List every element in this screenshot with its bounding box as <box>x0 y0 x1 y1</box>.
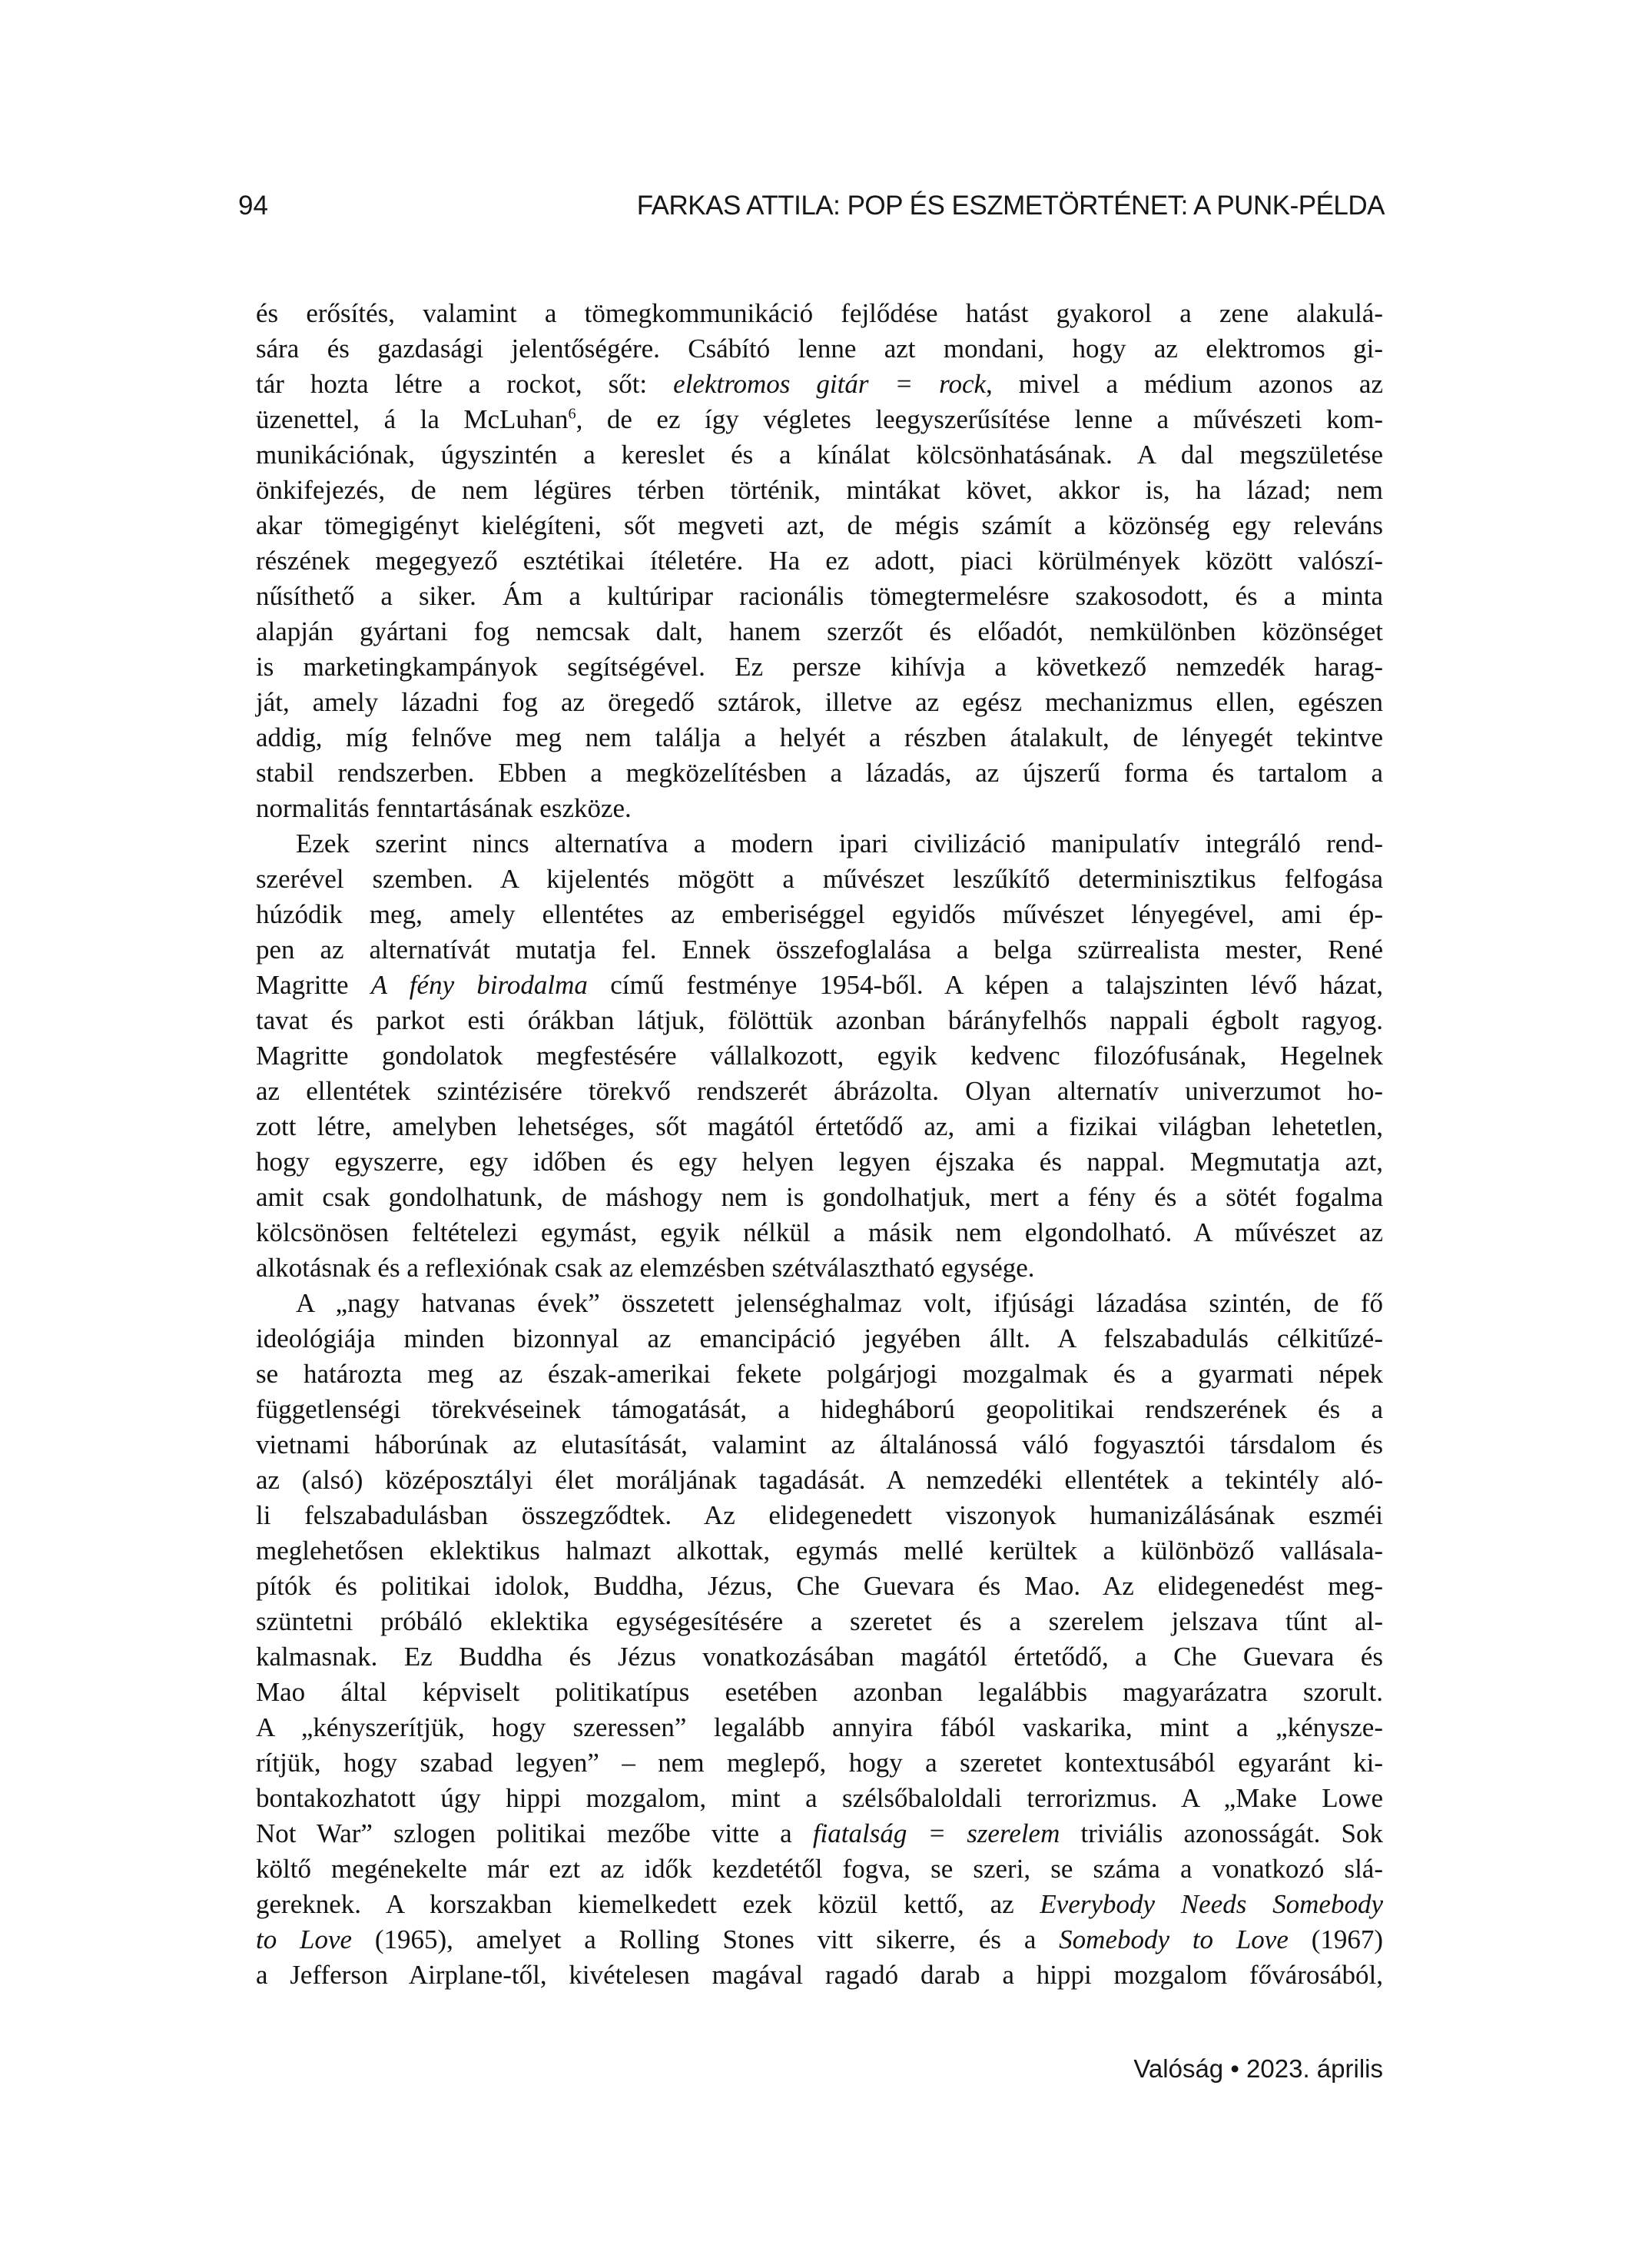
text-line: szerével szemben. A kijelentés mögött a művészet leszűkítő determinisztikus felfogása <box>256 864 1383 894</box>
text-line: Magritte gondolatok megfestésére vállalkozott, egyik kedvenc filozófusának, Hegelnek <box>256 1041 1383 1071</box>
text-line: pen az alternatívát mutatja fel. Ennek összefoglalása a belga szürrealista mester, René <box>256 935 1383 965</box>
italic-text: elektromos gitár = rock <box>673 369 987 399</box>
text-line: és erősítés, valamint a tömegkommunikáció fejlődése hatást gyakorol a zene alakulá- <box>256 298 1383 328</box>
text-line: gereknek. A korszakban kiemelkedett ezek közül kettő, az Everybody Needs Somebody <box>256 1889 1383 1919</box>
text-line: ját, amely lázadni fog az öregedő sztárok, illetve az egész mechanizmus ellen, egészen <box>256 687 1383 717</box>
text-line: addig, míg felnőve meg nem találja a helyét a részben átalakult, de lényegét tekintve <box>256 722 1383 752</box>
text-line: A „nagy hatvanas évek” összetett jelenséghalmaz volt, ifjúsági lázadása szintén, de fő <box>296 1288 1383 1318</box>
text-line: to Love (1965), amelyet a Rolling Stones vitt sikerre, és a Somebody to Love (1967) <box>256 1924 1384 1954</box>
text-line: munikációnak, úgyszintén a kereslet és a kínálat kölcsönhatásának. A dal megszületése <box>256 440 1383 470</box>
text-line: Mao által képviselt politikatípus esetében azonban legalábbis magyarázatra szorult. <box>256 1677 1383 1707</box>
text-line: nűsíthető a siker. Ám a kultúripar racionális tömegtermelésre szakosodott, és a minta <box>256 581 1383 611</box>
italic-text: fiatalság = szerelem <box>812 1818 1060 1848</box>
footer-text: Valóság • 2023. április <box>1133 2054 1383 2083</box>
page-footer <box>1133 2054 1383 2084</box>
page-header <box>238 191 1385 224</box>
text-line: stabil rendszerben. Ebben a megközelítésben a lázadás, az újszerű forma és tartalom a <box>256 758 1383 788</box>
text-line: az (alsó) középosztályi élet moráljának tagadását. A nemzedéki ellentétek a tekintély aló- <box>256 1465 1383 1495</box>
text-line: meglehetősen eklektikus halmazt alkottak, egymás mellé kerültek a különböző vallásala- <box>256 1536 1383 1566</box>
running-title: FARKAS ATTILA: POP ÉS ESZMETÖRTÉNET: A PUNK-PÉLDA <box>636 191 1385 221</box>
italic-text: Somebody to Love <box>1059 1924 1289 1954</box>
text-line: is marketingkampányok segítségével. Ez persze kihívja a következő nemzedék harag- <box>256 652 1383 682</box>
text-line: tavat és parkot esti órákban látjuk, fölöttük azonban bárányfelhős nappali égbolt ragyog. <box>256 1005 1383 1035</box>
text-line: alkotásnak és a reflexiónak csak az elemzésben szétválasztható egysége. <box>256 1253 1035 1283</box>
footnote-reference: 6 <box>568 405 576 423</box>
text-line: kölcsönösen feltételezi egymást, egyik nélkül a másik nem elgondolható. A művészet az <box>256 1217 1383 1247</box>
text-line: függetlenségi törekvéseinek támogatását, a hidegháború geopolitikai rendszerének és a <box>256 1394 1383 1424</box>
text-line: önkifejezés, de nem légüres térben történik, mintákat követ, akkor is, ha lázad; nem <box>256 475 1383 505</box>
text-line: tár hozta létre a rockot, sőt: elektromos gitár = rock, mivel a médium azonos az <box>256 369 1383 399</box>
text-line: rítjük, hogy szabad legyen” – nem meglepő, hogy a szeretet kontextusából egyaránt ki- <box>256 1748 1383 1778</box>
italic-text: A fény birodalma <box>370 970 588 1000</box>
text-line: kalmasnak. Ez Buddha és Jézus vonatkozásában magától értetődő, a Che Guevara és <box>256 1642 1383 1672</box>
text-line: Magritte A fény birodalma című festménye 1954-ből. A képen a talajszinten lévő házat, <box>256 970 1383 1000</box>
italic-text: Everybody Needs Somebody <box>1040 1889 1383 1919</box>
text-line: zott létre, amelyben lehetséges, sőt magától értetődő az, ami a fizikai világban lehetetlen, <box>256 1111 1383 1141</box>
text-line: a Jefferson Airplane-től, kivételesen magával ragadó darab a hippi mozgalom fővárosából, <box>256 1960 1383 1990</box>
text-line: ideológiája minden bizonnyal az emancipáció jegyében állt. A felszabadulás célkitűzé- <box>256 1323 1383 1353</box>
text-line: A „kényszerítjük, hogy szeressen” legalább annyira fából vaskarika, mint a „kénysze- <box>256 1712 1383 1742</box>
text-line: üzenettel, á la McLuhan$^6$, de ez így végletes leegyszerűsítése lenne a művészeti kom- <box>256 404 1383 434</box>
text-line: szüntetni próbáló eklektika egységesítésére a szeretet és a szerelem jelszava tűnt al- <box>256 1606 1383 1636</box>
text-line: sára és gazdasági jelentőségére. Csábító lenne azt mondani, hogy az elektromos gi- <box>256 334 1383 364</box>
text-line: normalitás fenntartásának eszköze. <box>256 793 632 823</box>
text-line: pítók és politikai idolok, Buddha, Jézus, Che Guevara és Mao. Az elidegenedést meg- <box>256 1571 1383 1601</box>
text-line: vietnami háborúnak az elutasítását, valamint az általánossá váló fogyasztói társdalom és <box>256 1430 1383 1459</box>
text-line: alapján gyártani fog nemcsak dalt, hanem szerzőt és előadót, nemkülönben közönséget <box>256 616 1383 646</box>
italic-text: to Love <box>256 1924 353 1954</box>
text-line: amit csak gondolhatunk, de máshogy nem is gondolhatjuk, mert a fény és a sötét fogalma <box>256 1182 1383 1212</box>
text-line: az ellentétek szintézisére törekvő rendszerét ábrázolta. Olyan alternatív univerzumot ho- <box>256 1076 1383 1106</box>
text-line: hogy egyszerre, egy időben és egy helyen legyen éjszaka és nappal. Megmutatja azt, <box>256 1147 1383 1177</box>
text-line: bontakozhatott úgy hippi mozgalom, mint a szélsőbaloldali terrorizmus. A „Make Lowe <box>256 1783 1383 1813</box>
article-body <box>256 296 1383 1993</box>
text-line: li felszabadulásban összegződtek. Az elidegenedett viszonyok humanizálásának eszméi <box>256 1500 1383 1530</box>
text-line: részének megegyező esztétikai ítéletére. Ha ez adott, piaci körülmények között valószí- <box>256 546 1383 576</box>
text-line: költő megénekelte már ezt az idők kezdetétől fogva, se szeri, se száma a vonatkozó slá- <box>256 1854 1383 1884</box>
text-line: Not War” szlogen politikai mezőbe vitte a fiatalság = szerelem triviális azonosságát. Sok <box>256 1818 1383 1848</box>
page-number: 94 <box>238 191 268 221</box>
text-line: Ezek szerint nincs alternatíva a modern ipari civilizáció manipulatív integráló rend- <box>296 829 1383 858</box>
text-line: se határozta meg az észak-amerikai fekete polgárjogi mozgalmak és a gyarmati népek <box>256 1359 1383 1389</box>
text-line: akar tömegigényt kielégíteni, sőt megveti azt, de mégis számít a közönség egy releváns <box>256 510 1383 540</box>
text-line: húzódik meg, amely ellentétes az emberiséggel egyidős művészet lényegével, ami ép- <box>256 899 1383 929</box>
